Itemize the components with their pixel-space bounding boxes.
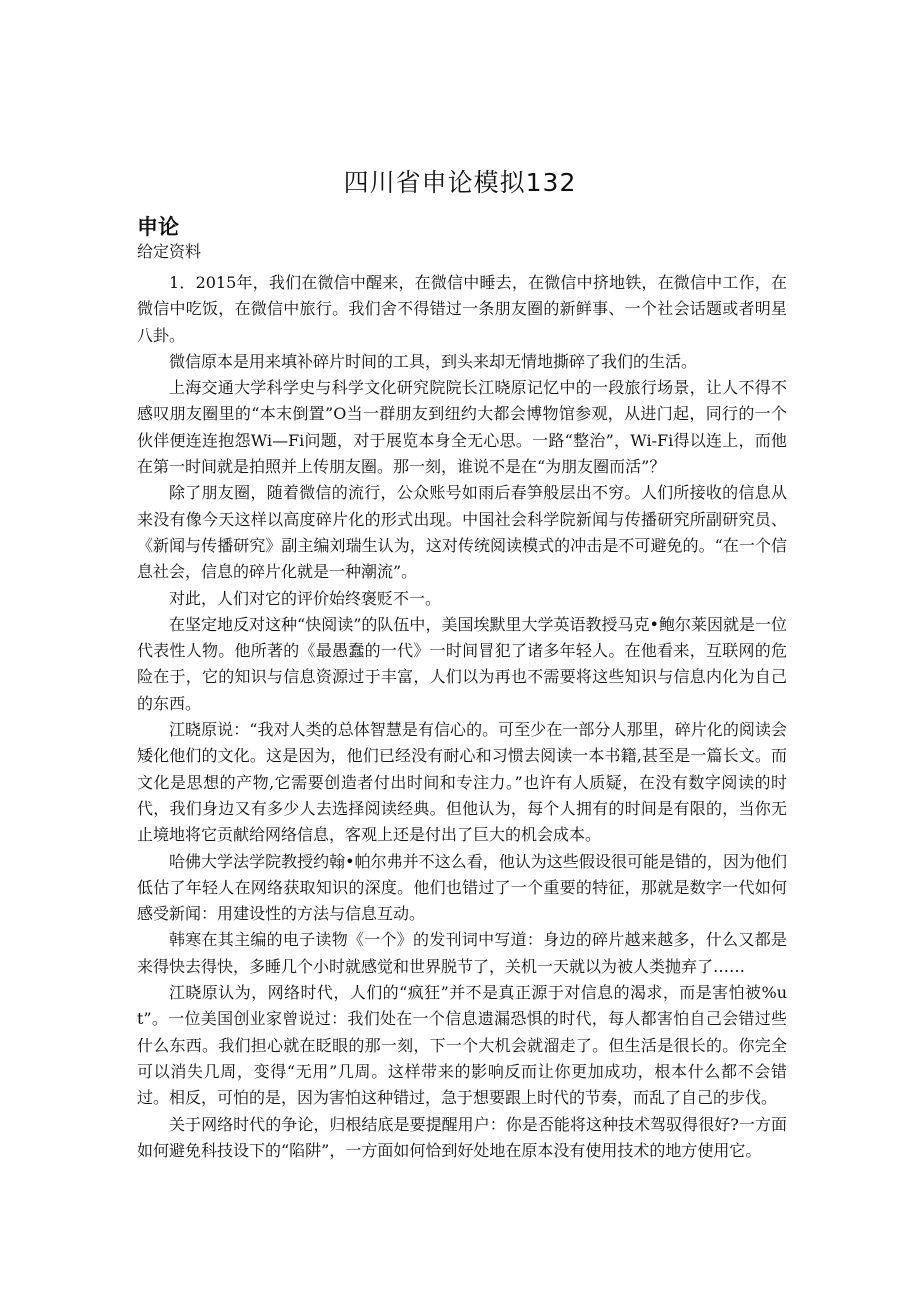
paragraph-4: 除了朋友圈，随着微信的流行，公众账号如雨后春笋般层出不穷。人们所接收的信息从来没有像今天这样以高度碎片化的形式出现。中国社会科学院新闻与传播研究所副研究员、《新闻与传播研究》副主编刘瑞生认为，这对传统阅读模式的冲击是不可避免的。“在一个信息社会，信息的碎片化就是一种潮流”。	[137, 483, 787, 582]
paragraph-11: 关于网络时代的争论，归根结底是要提醒用户：你是否能将这种技术驾驭得很好?一方面如何避免科技设下的“陷阱”，一方面如何恰到好处地在原本没有使用技术的地方使用它。	[137, 1114, 787, 1160]
paragraph-6: 在坚定地反对这种“快阅读”的队伍中，美国埃默里大学英语教授马克•鲍尔莱因就是一位代表性人物。他所著的《最愚蠢的一代》一时间冒犯了诸多年轻人。在他看来，互联网的危险在于，它的知识与信息资源过于丰富，人们以为再也不需要将这些知识与信息内化为自己的东西。	[137, 614, 787, 713]
document-body	[137, 270, 787, 1164]
materials-subheading: 给定资料	[137, 242, 202, 261]
paragraph-8: 哈佛大学法学院教授约翰•帕尔弗并不这么看，他认为这些假设很可能是错的，因为他们低估了年轻人在网络获取知识的深度。他们也错过了一个重要的特征，那就是数字一代如何感受新闻：用建设性的方法与信息互动。	[137, 851, 787, 924]
paragraph-2: 微信原本是用来填补碎片时间的工具，到头来却无情地撕碎了我们的生活。	[169, 351, 698, 371]
paragraph-10: 江晓原认为，网络时代，人们的“疯狂”并不是真正源于对信息的渴求，而是害怕被%ut”。一位美国创业家曾说过：我们处在一个信息遗漏恐惧的时代，每人都害怕自己会错过些什么东西。我们担心就在眨眼的那一刻，下一个大机会就溜走了。但生活是很长的。你完全可以消失几周，变得“无用”几周。这样带来的影响反而让你更加成功，根本什么都不会错过。相反，可怕的是，因为害怕这种错过，急于想要跟上时代的节奏，而乱了自己的步伐。	[137, 983, 787, 1108]
section-heading: 申论	[137, 215, 179, 239]
paragraph-3: 上海交通大学科学史与科学文化研究院院长江晓原记忆中的一段旅行场景，让人不得不感叹朋友圈里的“本末倒置”O当一群朋友到纽约大都会博物馆参观，从进门起，同行的一个伙伴便连连抱怨Wi—Fi问题，对于展览本身全无心思。一路“整治”，Wi-Fi得以连上，而他在第一时间就是拍照并上传朋友圈。那一刻，谁说不是在“为朋友圈而活”？	[137, 378, 787, 477]
paragraph-7: 江晓原说：“我对人类的总体智慧是有信心的。可至少在一部分人那里，碎片化的阅读会矮化他们的文化。这是因为，他们已经没有耐心和习惯去阅读一本书籍,甚至是一篇长文。而文化是思想的产物,它需要创造者付出时间和专注力。”也许有人质疑，在没有数字阅读的时代，我们身边又有多少人去选择阅读经典。但他认为，每个人拥有的时间是有限的，当你无止境地将它贡献给网络信息，客观上还是付出了巨大的机会成本。	[137, 720, 787, 845]
paragraph-5: 对此，人们对它的评价始终褒贬不一。	[169, 588, 442, 608]
paragraph-1: 1．2015年，我们在微信中醒来，在微信中睡去，在微信中挤地铁，在微信中工作，在微信中吃饭，在微信中旅行。我们舍不得错过一条朋友圈的新鲜事、一个社会话题或者明星八卦。	[137, 273, 787, 345]
document-title: 四川省申论模拟132	[343, 167, 577, 197]
paragraph-9: 韩寒在其主编的电子读物《一个》的发刊词中写道：身边的碎片越来越多，什么又都是来得快去得快，多睡几个小时就感觉和世界脱节了，关机一天就以为被人类抛弃了……	[137, 930, 787, 976]
